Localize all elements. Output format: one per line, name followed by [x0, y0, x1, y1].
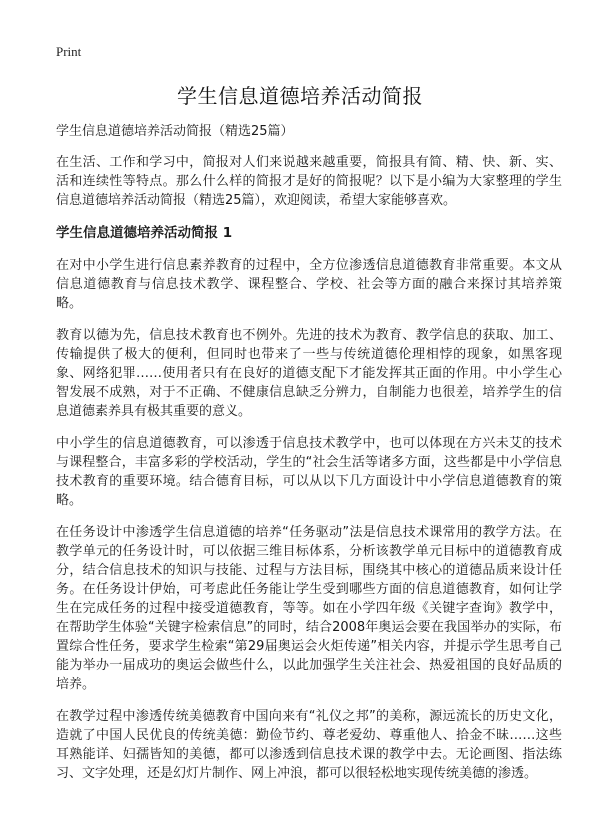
body-paragraph-5: 在教学过程中渗透传统美德教育中国向来有“礼仪之邦”的美称，源远流长的历史文化，造就了中国人民优良的传统美德：勤俭节约、尊老爱幼、尊重他人、拾金不昧……这些耳熟能详、妇孺皆知的美德，都可以渗透到信息技术课的教学中去。无论画图、指法练习、文字处理，还是幻灯片制作、网上冲浪，都可以很轻松地实现传统美德的渗透。 [56, 709, 562, 781]
article-subtitle: 学生信息道德培养活动简报（精选25篇） [56, 124, 294, 139]
body-paragraph-1: 在对中小学生进行信息素养教育的过程中，全方位渗透信息道德教育非常重要。本文从信息道德教育与信息技术教学、课程整合、学校、社会等方面的融合来探讨其培养策略。 [56, 258, 562, 311]
article-body [56, 122, 562, 796]
intro-paragraph: 在生活、工作和学习中，简报对人们来说越来越重要，简报具有简、精、快、新、实、活和连续性等特点。那么什么样的简报才是好的简报呢？以下是小编为大家整理的学生信息道德培养活动简报（精选25篇），欢迎阅读，希望大家能够喜欢。 [56, 155, 562, 208]
print-link[interactable]: Print [56, 44, 82, 59]
section-heading: 学生信息道德培养活动简报 1 [56, 225, 233, 241]
body-paragraph-2: 教育以德为先，信息技术教育也不例外。先进的技术为教育、教学信息的获取、加工、传输提供了极大的便利，但同时也带来了一些与传统道德伦理相悖的现象，如黑客现象、网络犯罪……使用者只有在良好的道德支配下才能发挥其正面的作用。中小学生心智发展不成熟，对于不正确、不健康信息缺乏分辨力，自制能力也很差，培养学生的信息道德素养具有极其重要的意义。 [56, 328, 562, 419]
body-paragraph-3: 中小学生的信息道德教育，可以渗透于信息技术教学中，也可以体现在方兴未艾的技术与课程整合，丰富多彩的学校活动，学生的“社会生活等诸多方面，这些都是中小学信息技术教育的重要环境。结合德育目标，可以从以下几方面设计中小学信息道德教育的策略。 [56, 436, 562, 508]
body-paragraph-4: 在任务设计中渗透学生信息道德的培养“任务驱动”法是信息技术课常用的教学方法。在教学单元的任务设计时，可以依据三维目标体系，分析该教学单元目标中的道德教育成分，结合信息技术的知识与技能、过程与方法目标，围绕其中核心的道德品质来设计任务。在任务设计伊始，可考虑此任务能让学生受到哪些方面的信息道德教育，如何让学生在完成任务的过程中接受道德教育，等等。如在小学四年级《关键字查询》教学中，在帮助学生体验“关键字检索信息”的同时，结合2008年奥运会要在我国举办的实际，布置综合性任务，要求学生检索“第29届奥运会火炬传递”相关内容，并提示学生思考自己能为举办一届成功的奥运会做些什么，以此加强学生关注社会、热爱祖国的良好品质的培养。 [56, 525, 562, 692]
page-title: 学生信息道德培养活动简报 [177, 84, 423, 108]
